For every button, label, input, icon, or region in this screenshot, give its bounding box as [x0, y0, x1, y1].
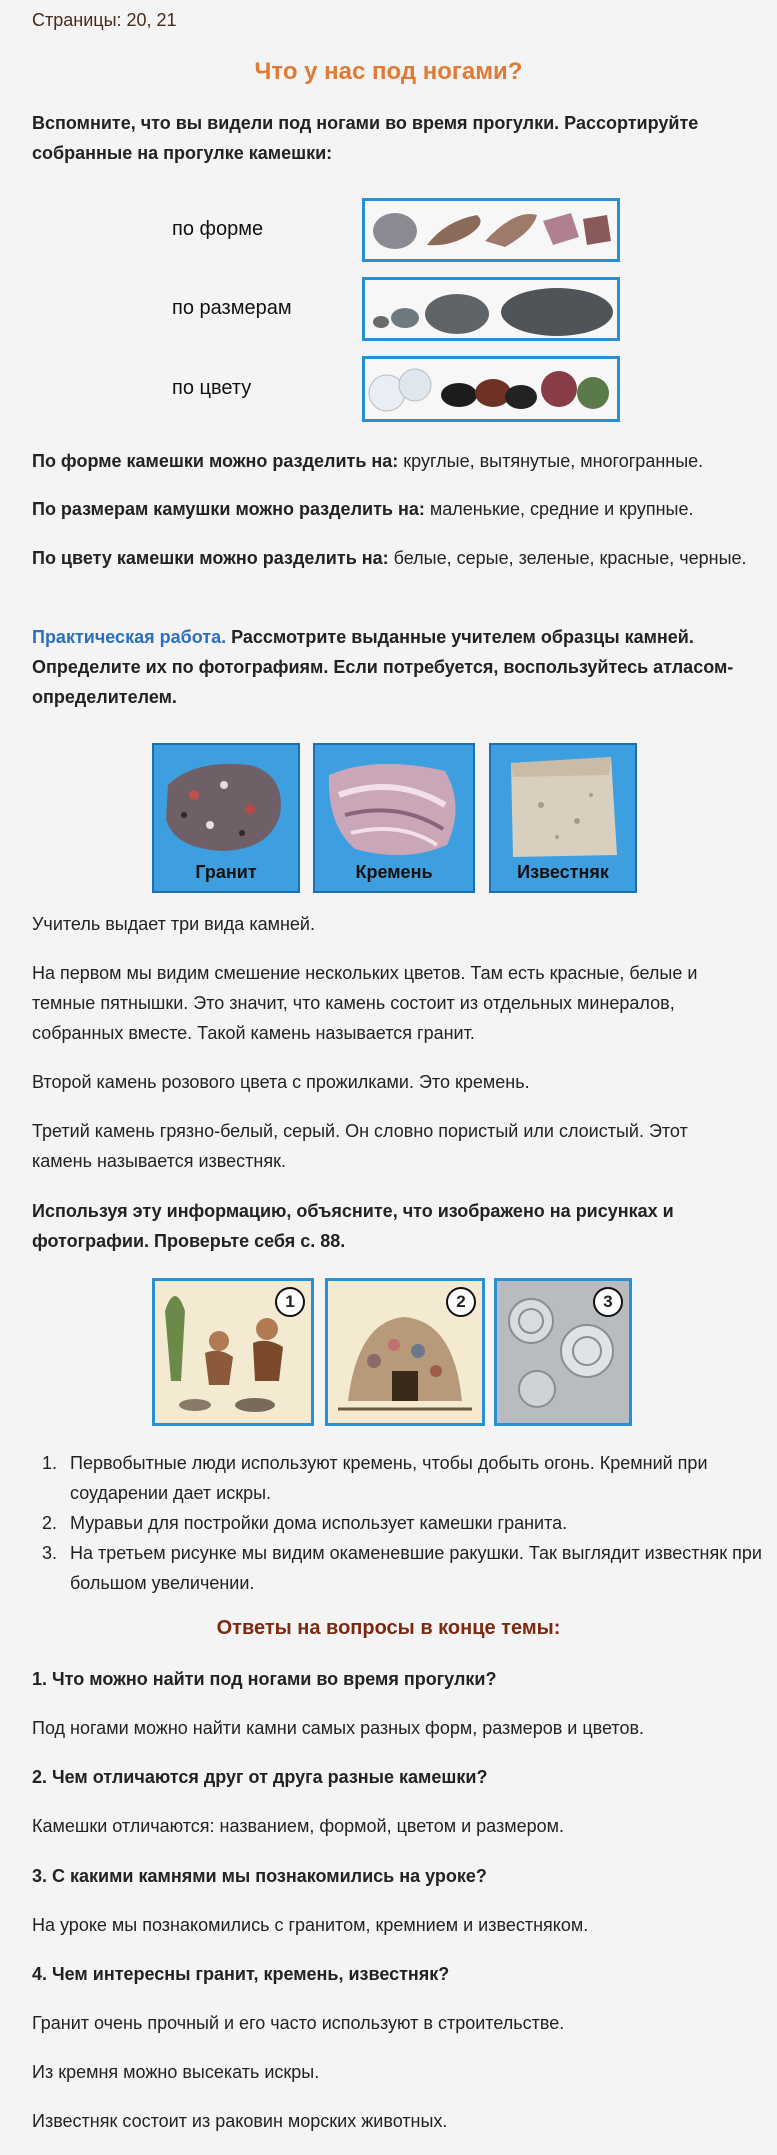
- picture-number-1: 1: [275, 1287, 305, 1317]
- sort-label-size: по размерам: [172, 297, 292, 319]
- answer-4-limestone: Известняк состоит из раковин морских животных.: [32, 2111, 448, 2131]
- question-1: 1. Что можно найти под ногами во время прогулки?: [32, 1669, 497, 1689]
- size-text: маленькие, средние и крупные.: [424, 499, 694, 519]
- intro-text: Вспомните, что вы видели под ногами во время прогулки. Рассортируйте собранные на прогулке камешки:: [32, 113, 699, 163]
- caption-flint: Кремень: [355, 862, 433, 882]
- color-paragraph: [32, 543, 752, 573]
- paragraph-limestone: Третий камень грязно-белый, серый. Он словно пористый или слоистый. Этот камень называется известняк.: [32, 1121, 688, 1171]
- picture-number-2: 2: [446, 1287, 476, 1317]
- answer-2: Камешки отличаются: названием, формой, цветом и размером.: [32, 1816, 565, 1836]
- list-item: 3. На третьем рисунке мы видим окаменевшие ракушки. Так выглядит известняк при большом увеличении.: [62, 1538, 777, 1598]
- answer-3: На уроке мы познакомились с гранитом, кремнием и известняком.: [32, 1915, 589, 1935]
- question-2: 2. Чем отличаются друг от друга разные камешки?: [32, 1767, 488, 1787]
- illustration-ant-house: [325, 1278, 485, 1426]
- color-text: белые, серые, зеленые, красные, черные.: [388, 548, 747, 568]
- color-lead: По цвету камешки можно разделить на:: [32, 548, 389, 568]
- question-4: 4. Чем интересны гранит, кремень, известняк?: [32, 1964, 450, 1984]
- form-paragraph: [32, 446, 752, 476]
- answer-1: Под ногами можно найти камни самых разных форм, размеров и цветов.: [32, 1718, 645, 1738]
- answers-heading: Ответы на вопросы в конце темы:: [216, 1617, 561, 1639]
- task-paragraph: Используя эту информацию, объясните, что изображено на рисунках и фотографии. Проверьте себя с. 88.: [32, 1201, 674, 1251]
- caption-limestone: Известняк: [517, 862, 609, 882]
- pages-label: Страницы: 20, 21: [32, 10, 177, 30]
- stones-by-size-image: [362, 277, 620, 341]
- stones-by-color-image: [362, 356, 620, 422]
- sort-label-form: по форме: [172, 218, 264, 240]
- size-lead: По размерам камушки можно разделить на:: [32, 499, 425, 519]
- question-3: 3. С какими камнями мы познакомились на уроке?: [32, 1866, 487, 1886]
- form-lead: По форме камешки можно разделить на:: [32, 451, 399, 471]
- picture-number-3: 3: [593, 1287, 623, 1317]
- paragraph-flint: Второй камень розового цвета с прожилками. Это кремень.: [32, 1072, 530, 1092]
- stones-by-form-image: [362, 198, 620, 262]
- illustration-fossil-shells: [494, 1278, 632, 1426]
- form-text: круглые, вытянутые, многогранные.: [398, 451, 704, 471]
- page-title: Что у нас под ногами?: [254, 58, 523, 85]
- answer-4-granite: Гранит очень прочный и его часто используют в строительстве.: [32, 2013, 565, 2033]
- paragraph-teacher: Учитель выдает три вида камней.: [32, 914, 315, 934]
- list-item: 1. Первобытные люди используют кремень, чтобы добыть огонь. Кремний при соударении дает искры.: [62, 1448, 777, 1508]
- practical-text: Рассмотрите выданные учителем образцы камней. Определите их по фотографиям. Если потребуется, воспользуйтесь атласом-определителем.: [32, 627, 734, 707]
- practical-label: Практическая работа.: [32, 627, 227, 647]
- answer-4-flint: Из кремня можно высекать искры.: [32, 2062, 320, 2082]
- paragraph-granite: На первом мы видим смешение нескольких цветов. Там есть красные, белые и темные пятнышки. Это значит, что камень состоит из отдельных минералов, собранных вместе. Такой камень называется гранит.: [32, 963, 698, 1043]
- answers-list: [32, 1448, 777, 1598]
- list-item: 2. Муравьи для постройки дома использует камешки гранита.: [62, 1508, 777, 1538]
- size-paragraph: [32, 494, 752, 524]
- sort-label-color: по цвету: [172, 377, 252, 399]
- practical-paragraph: [32, 622, 752, 712]
- illustration-primitive-people: [152, 1278, 314, 1426]
- caption-granite: Гранит: [195, 862, 257, 882]
